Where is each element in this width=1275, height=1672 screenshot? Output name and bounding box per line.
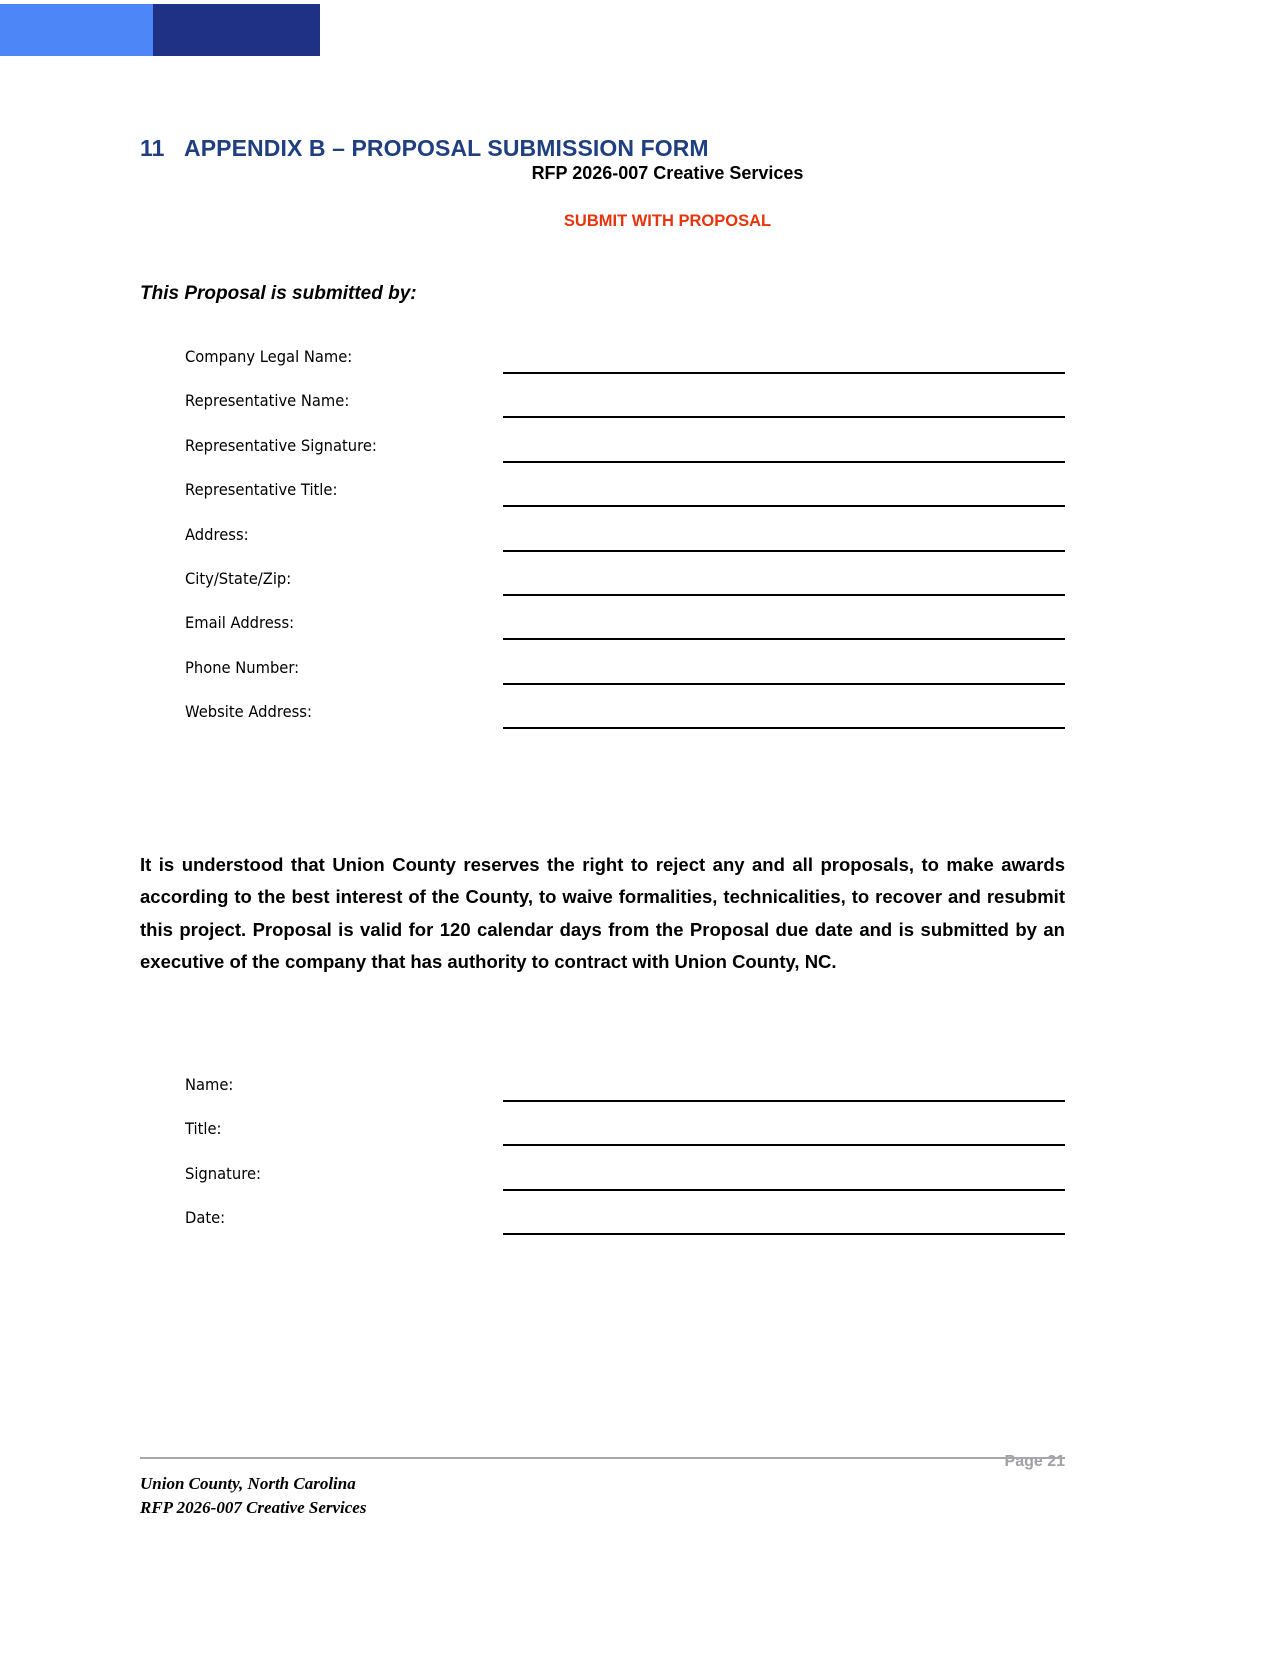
- terms-clause-paragraph: It is understood that Union County reserves the right to reject any and all proposals, to make awards according to the best interest of the County, to waive formalities, technicalities, to recover and resubmit this project. Proposal is valid for 120 calendar days from the Proposal due date and is submitted by an executive of the company that has authority to contract with Union County, NC.: [140, 853, 1065, 972]
- field-label-representative-signature: Representative Signature:: [185, 435, 377, 455]
- field-label-date: Date:: [185, 1208, 226, 1228]
- field-label-representative-title: Representative Title:: [185, 480, 338, 500]
- field-input-website-address[interactable]: [503, 727, 1065, 729]
- section-number: 11: [140, 135, 165, 162]
- form-row: [185, 702, 1065, 746]
- form-row: [185, 347, 1065, 391]
- field-input-representative-signature[interactable]: [503, 461, 1065, 463]
- form-row: [185, 1075, 1065, 1119]
- submitter-form: [185, 347, 1065, 747]
- field-label-city-state-zip: City/State/Zip:: [185, 568, 292, 588]
- form-row: [185, 1208, 1065, 1252]
- field-input-company-legal-name[interactable]: [503, 372, 1065, 374]
- form-row: [185, 613, 1065, 657]
- field-input-phone-number[interactable]: [503, 683, 1065, 685]
- field-input-email-address[interactable]: [503, 638, 1065, 640]
- page-number: Page 21: [1004, 1453, 1065, 1470]
- signature-form: [185, 1075, 1065, 1253]
- form-row: [185, 658, 1065, 702]
- field-input-representative-title[interactable]: [503, 505, 1065, 507]
- field-label-website-address: Website Address:: [185, 702, 312, 722]
- footer-line-1: Union County, North Carolina: [140, 1474, 356, 1493]
- section-title-text: APPENDIX B – PROPOSAL SUBMISSION FORM: [184, 135, 709, 162]
- field-input-address[interactable]: [503, 550, 1065, 552]
- field-input-date[interactable]: [503, 1233, 1065, 1235]
- form-row: [185, 525, 1065, 569]
- footer-line-2: RFP 2026-007 Creative Services: [140, 1498, 367, 1517]
- field-input-representative-name[interactable]: [503, 416, 1065, 418]
- form-row: [185, 480, 1065, 524]
- field-label-signature: Signature:: [185, 1163, 261, 1183]
- field-label-address: Address:: [185, 524, 249, 544]
- form-row: [185, 1164, 1065, 1208]
- field-input-city-state-zip[interactable]: [503, 594, 1065, 596]
- header-color-bars: [0, 4, 340, 56]
- document-subtitle: RFP 2026-007 Creative Services: [531, 163, 804, 183]
- field-input-title[interactable]: [503, 1144, 1065, 1146]
- field-input-name[interactable]: [503, 1100, 1065, 1102]
- form-row: [185, 569, 1065, 613]
- field-label-representative-name: Representative Name:: [185, 391, 350, 411]
- footer-divider: [140, 1457, 1065, 1459]
- field-label-phone-number: Phone Number:: [185, 657, 300, 677]
- submit-with-proposal-note: SUBMIT WITH PROPOSAL: [563, 212, 772, 230]
- header-bar-dark-blue: [153, 4, 320, 56]
- field-label-title: Title:: [185, 1119, 222, 1139]
- form-row: [185, 391, 1065, 435]
- field-label-name: Name:: [185, 1075, 234, 1094]
- footer-text: [140, 1472, 366, 1520]
- form-row: [185, 1119, 1065, 1163]
- page-title: [140, 135, 1065, 162]
- field-label-company-legal-name: Company Legal Name:: [185, 347, 353, 366]
- field-label-email-address: Email Address:: [185, 613, 295, 633]
- form-row: [185, 436, 1065, 480]
- header-bar-light-blue: [0, 4, 153, 56]
- field-input-signature[interactable]: [503, 1189, 1065, 1191]
- submitted-by-heading: This Proposal is submitted by:: [140, 283, 417, 304]
